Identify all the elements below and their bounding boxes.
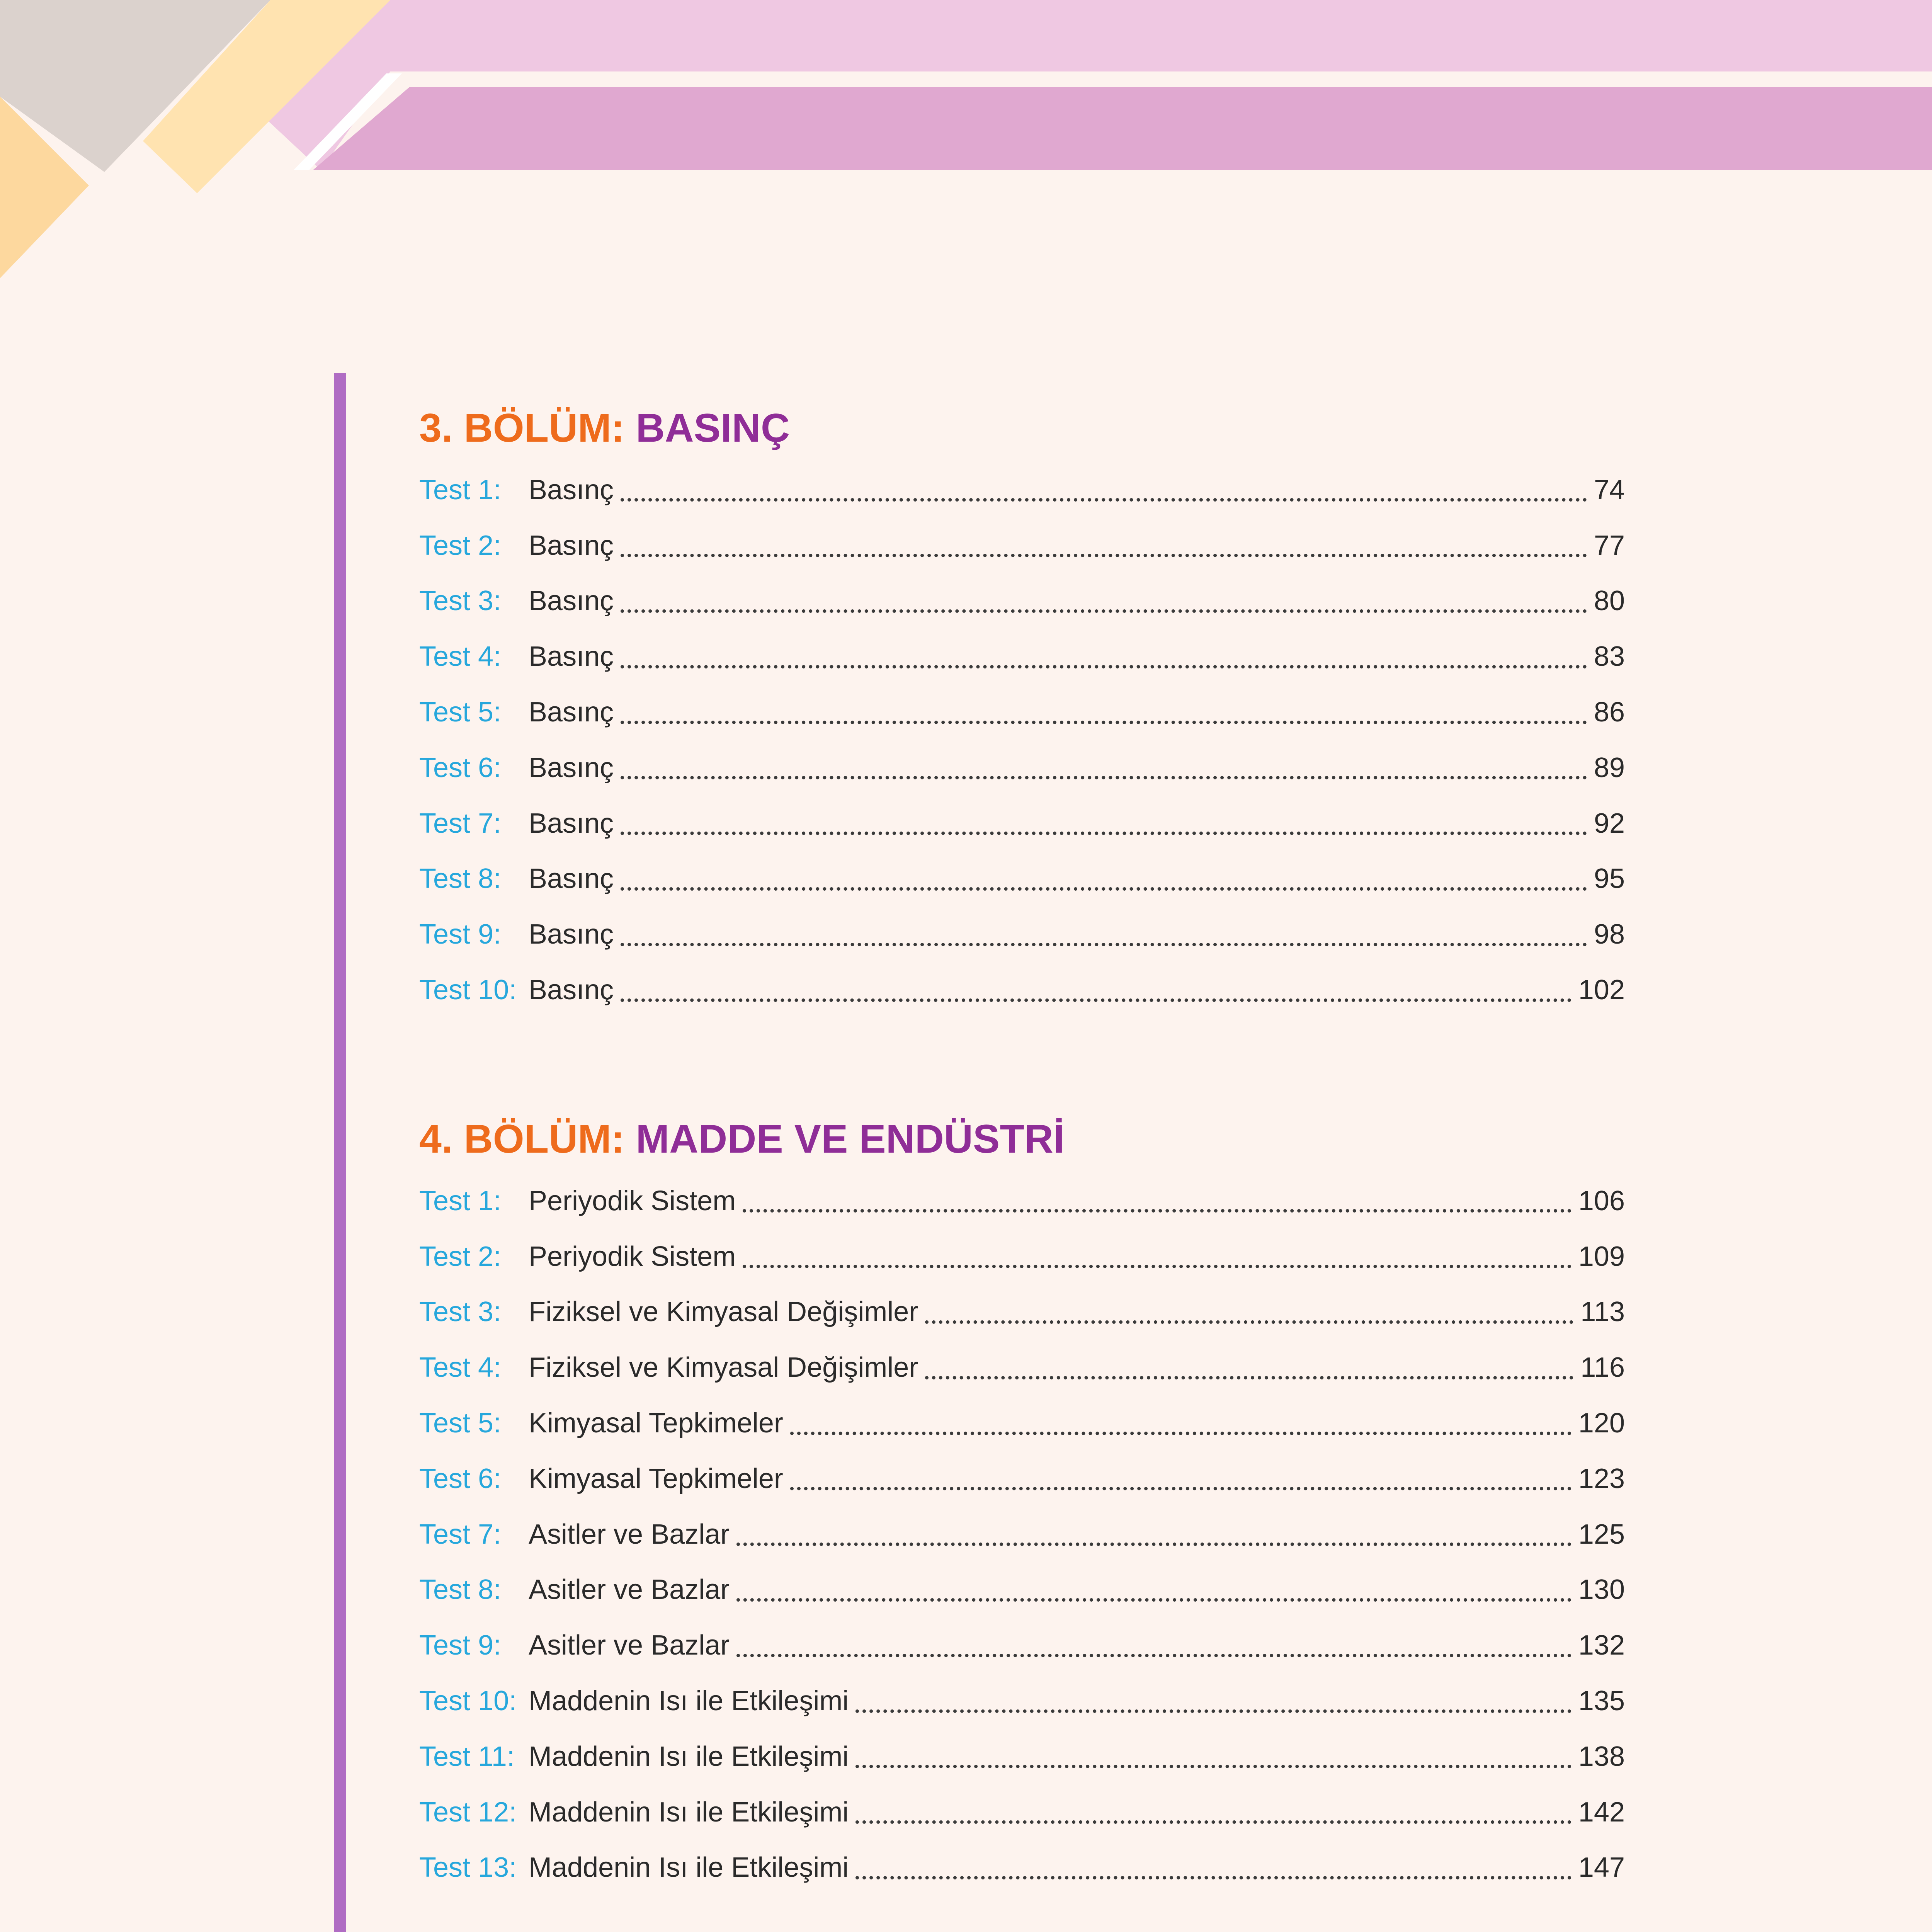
header-decoration (0, 0, 1932, 278)
toc-row[interactable] (419, 1840, 1625, 1896)
test-label: Test 7: (419, 808, 502, 839)
dot-leader (855, 1876, 1571, 1879)
page-number: 106 (1578, 1185, 1625, 1216)
topic: Maddenin Isı ile Etkileşimi (529, 1685, 849, 1717)
test-label: Test 4: (419, 1352, 502, 1383)
header-band-light (390, 0, 1932, 71)
toc-row[interactable] (419, 1395, 1625, 1451)
test-label: Test 5: (419, 1408, 502, 1439)
topic: Basınç (529, 697, 614, 728)
toc-row[interactable] (419, 462, 1625, 518)
dot-leader (790, 1487, 1571, 1490)
topic: Maddenin Isı ile Etkileşimi (529, 1741, 849, 1772)
topic: Basınç (529, 975, 614, 1006)
dot-leader (621, 887, 1587, 891)
toc-row[interactable] (419, 573, 1625, 629)
toc-list (419, 1173, 1625, 1895)
page-number: 113 (1580, 1296, 1625, 1328)
page-number: 123 (1578, 1463, 1625, 1494)
page-number: 125 (1578, 1519, 1625, 1550)
dot-leader (621, 665, 1587, 668)
test-label: Test 8: (419, 863, 502, 895)
toc-list (419, 462, 1625, 1018)
toc-row[interactable] (419, 1729, 1625, 1784)
toc-row[interactable] (419, 518, 1625, 573)
topic: Periyodik Sistem (529, 1241, 736, 1272)
topic: Periyodik Sistem (529, 1185, 736, 1216)
test-label: Test 6: (419, 752, 502, 783)
toc-row[interactable] (419, 1507, 1625, 1562)
section-title (419, 1084, 1625, 1173)
page-number: 116 (1580, 1352, 1625, 1383)
test-label: Test 2: (419, 530, 502, 561)
test-label: Test 1: (419, 474, 502, 505)
dot-leader (790, 1432, 1571, 1435)
topic: Basınç (529, 641, 614, 672)
toc-row[interactable] (419, 1284, 1625, 1340)
topic: Fiziksel ve Kimyasal Değişimler (529, 1352, 918, 1383)
topic: Basınç (529, 919, 614, 950)
topic: Kimyasal Tepkimeler (529, 1408, 783, 1439)
page-number: 142 (1578, 1796, 1625, 1828)
topic: Asitler ve Bazlar (529, 1519, 730, 1550)
test-label: Test 9: (419, 919, 502, 950)
topic: Fiziksel ve Kimyasal Değişimler (529, 1296, 918, 1328)
toc-row[interactable] (419, 1562, 1625, 1618)
test-label: Test 9: (419, 1630, 502, 1661)
page-number: 138 (1578, 1741, 1625, 1772)
test-label: Test 10: (419, 975, 517, 1006)
test-label: Test 3: (419, 585, 502, 617)
dot-leader (621, 609, 1587, 613)
toc-row[interactable] (419, 1340, 1625, 1395)
section-title (419, 373, 1625, 462)
page-number: 132 (1578, 1630, 1625, 1661)
topic: Basınç (529, 752, 614, 783)
page-number: 102 (1578, 975, 1625, 1006)
dot-leader (621, 554, 1587, 557)
test-label: Test 4: (419, 641, 502, 672)
page-number: 89 (1594, 752, 1625, 783)
topic: Asitler ve Bazlar (529, 1630, 730, 1661)
test-label: Test 8: (419, 1574, 502, 1605)
toc-row[interactable] (419, 906, 1625, 962)
dot-leader (736, 1654, 1571, 1657)
dot-leader (855, 1765, 1571, 1768)
page-number: 120 (1578, 1408, 1625, 1439)
topic: Basınç (529, 808, 614, 839)
dot-leader (855, 1820, 1571, 1824)
topic: Maddenin Isı ile Etkileşimi (529, 1852, 849, 1883)
toc-row[interactable] (419, 1173, 1625, 1229)
dot-leader (736, 1598, 1571, 1602)
toc-row[interactable] (419, 962, 1625, 1018)
section-number: 4. BÖLÜM: (419, 1117, 625, 1162)
page-number: 77 (1594, 530, 1625, 561)
test-label: Test 6: (419, 1463, 502, 1494)
dot-leader (855, 1709, 1571, 1713)
section-name: BASINÇ (636, 406, 790, 451)
section-4 (419, 1084, 1625, 1895)
header-band-dark (313, 87, 1932, 170)
page-number: 130 (1578, 1574, 1625, 1605)
toc-row[interactable] (419, 1784, 1625, 1840)
topic: Basınç (529, 863, 614, 895)
topic: Basınç (529, 585, 614, 617)
dot-leader (621, 998, 1571, 1002)
dot-leader (743, 1265, 1571, 1268)
page-number: 135 (1578, 1685, 1625, 1717)
toc-row[interactable] (419, 1617, 1625, 1673)
toc-row[interactable] (419, 851, 1625, 907)
topic: Basınç (529, 474, 614, 505)
topic: Maddenin Isı ile Etkileşimi (529, 1796, 849, 1828)
page-number: 86 (1594, 697, 1625, 728)
toc-row[interactable] (419, 796, 1625, 851)
toc-row[interactable] (419, 1229, 1625, 1284)
test-label: Test 1: (419, 1185, 502, 1216)
topic: Basınç (529, 530, 614, 561)
dot-leader (925, 1376, 1573, 1379)
page-number: 147 (1578, 1852, 1625, 1883)
test-label: Test 5: (419, 697, 502, 728)
test-label: Test 10: (419, 1685, 517, 1717)
dot-leader (621, 943, 1587, 946)
page-number: 80 (1594, 585, 1625, 617)
page-number: 92 (1594, 808, 1625, 839)
toc-row[interactable] (419, 740, 1625, 796)
topic: Asitler ve Bazlar (529, 1574, 730, 1605)
section-name: MADDE VE ENDÜSTRİ (636, 1117, 1065, 1162)
section-3 (419, 373, 1625, 1018)
dot-leader (621, 721, 1587, 724)
section-side-bar (334, 373, 346, 1932)
dot-leader (925, 1320, 1573, 1324)
topic: Kimyasal Tepkimeler (529, 1463, 783, 1494)
page-number: 95 (1594, 863, 1625, 895)
page-number: 74 (1594, 474, 1625, 505)
section-number: 3. BÖLÜM: (419, 406, 625, 451)
test-label: Test 13: (419, 1852, 517, 1883)
toc-row[interactable] (419, 684, 1625, 740)
toc-row[interactable] (419, 1451, 1625, 1507)
dot-leader (621, 498, 1587, 502)
test-label: Test 3: (419, 1296, 502, 1328)
dot-leader (743, 1209, 1571, 1213)
dot-leader (621, 832, 1587, 835)
page-number: 83 (1594, 641, 1625, 672)
toc-row[interactable] (419, 629, 1625, 684)
page-number: 98 (1594, 919, 1625, 950)
test-label: Test 7: (419, 1519, 502, 1550)
test-label: Test 11: (419, 1741, 515, 1772)
dot-leader (736, 1543, 1571, 1546)
toc-row[interactable] (419, 1673, 1625, 1729)
dot-leader (621, 776, 1587, 779)
test-label: Test 12: (419, 1796, 517, 1828)
page-number: 109 (1578, 1241, 1625, 1272)
test-label: Test 2: (419, 1241, 502, 1272)
